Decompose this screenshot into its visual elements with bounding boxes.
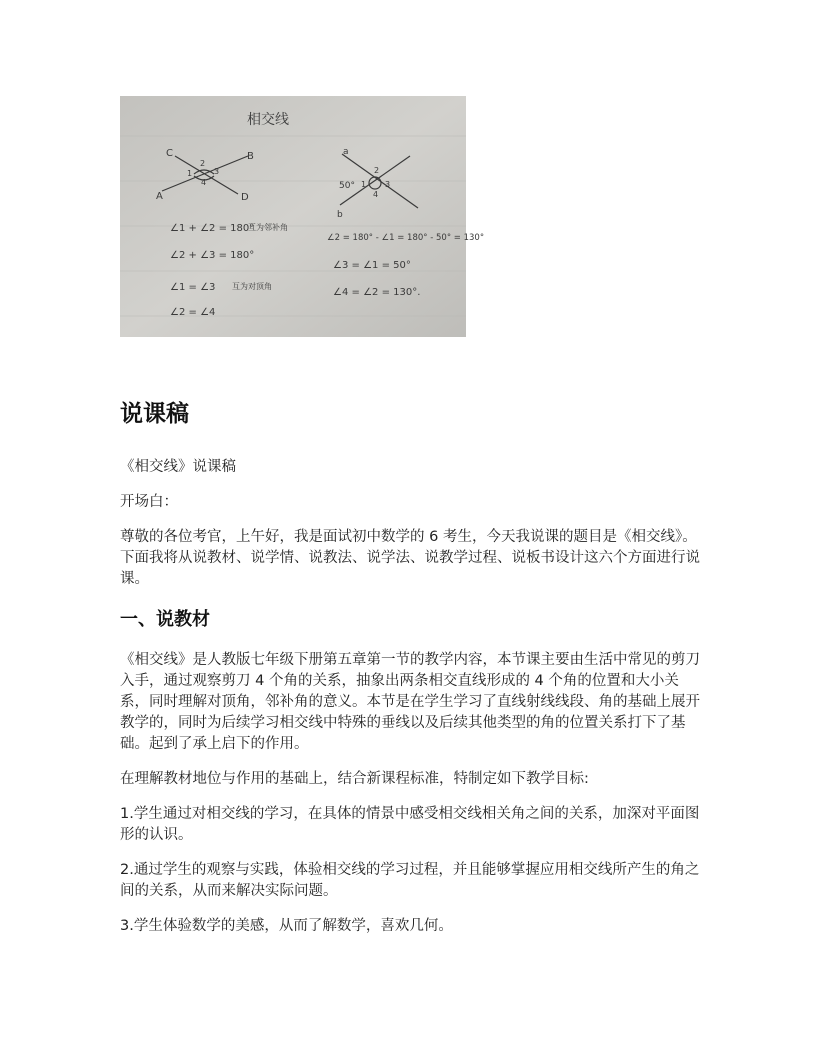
photo-title: 相交线 [247,112,289,128]
teaching-goal-1: 1.学生通过对相交线的学习，在具体的情景中感受相交线相关角之间的关系，加深对平面图形的认识。 [120,806,700,843]
left-label-c: C [166,148,173,159]
document-title: 说课稿 [120,401,189,427]
document-body [120,397,700,937]
textbook-paragraph: 《相交线》是人教版七年级下册第五章第一节的教学内容，本节课主要由生活中常见的剪刀入手，通过观察剪刀 4 个角的关系，抽象出两条相交直线形成的 4 个角的位置和大小关系，同时理解对顶角，邻补角的意义。本节是在学生学习了直线射线线段、角的基础上展开教学的，同时为后续学习相交线中特殊的垂线以及后续其他类型的角的位置关系打下了基础。起到了承上启下的作用。 [120,652,700,752]
left-equation-4: ∠2 = ∠4 [170,307,216,318]
intro-paragraph: 尊敬的各位考官，上午好，我是面试初中数学的 6 考生，今天我说课的题目是《相交线》。下面我将从说教材、说学情、说教法、说学法、说教学过程、说板书设计这六个方面进行说课。 [120,529,700,587]
right-equation-3: ∠4 = ∠2 = 130°. [333,287,421,298]
left-equation-2: ∠2 + ∠3 = 180° [170,250,255,261]
goals-intro-paragraph: 在理解教材地位与作用的基础上，结合新课程标准，特制定如下教学目标: [120,771,589,787]
right-angle-4: 4 [373,190,379,199]
teaching-goal-3: 3.学生体验数学的美感，从而了解数学，喜欢几何。 [120,918,453,934]
left-angle-2: 2 [200,159,206,168]
left-label-d: D [241,192,249,203]
right-angle-1: 1 [361,180,367,189]
left-equation-3: ∠1 = ∠3 [170,282,216,293]
right-equation-2: ∠3 = ∠1 = 50° [333,260,411,271]
right-label-a: a [343,147,349,157]
document-subtitle: 《相交线》说课稿 [120,459,236,475]
teaching-goal-2: 2.通过学生的观察与实践，体验相交线的学习过程，并且能够掌握应用相交线所产生的角之间的关系，从而来解决实际问题。 [120,862,700,899]
left-equation-1: ∠1 + ∠2 = 180° [170,223,255,234]
right-angle-2: 2 [374,166,380,175]
left-label-a: A [156,191,163,202]
opening-label: 开场白： [120,494,178,510]
left-label-b: B [247,151,254,162]
right-angle-50: 50° [339,181,355,191]
right-equation-1: ∠2 = 180° - ∠1 = 180° - 50° = 130° [327,233,485,243]
left-angle-4: 4 [201,178,207,187]
handwritten-notes-drawing [120,96,485,337]
left-angle-1: 1 [187,169,193,178]
section-heading-textbook: 一、说教材 [120,609,210,630]
left-note-vertical: 互为对顶角 [232,282,272,291]
left-angle-3: 3 [214,167,220,176]
right-angle-3: 3 [385,180,391,189]
left-note-adjacent: 互为邻补角 [248,223,288,232]
right-label-b: b [337,210,343,220]
handwritten-notes-photo [120,96,485,337]
